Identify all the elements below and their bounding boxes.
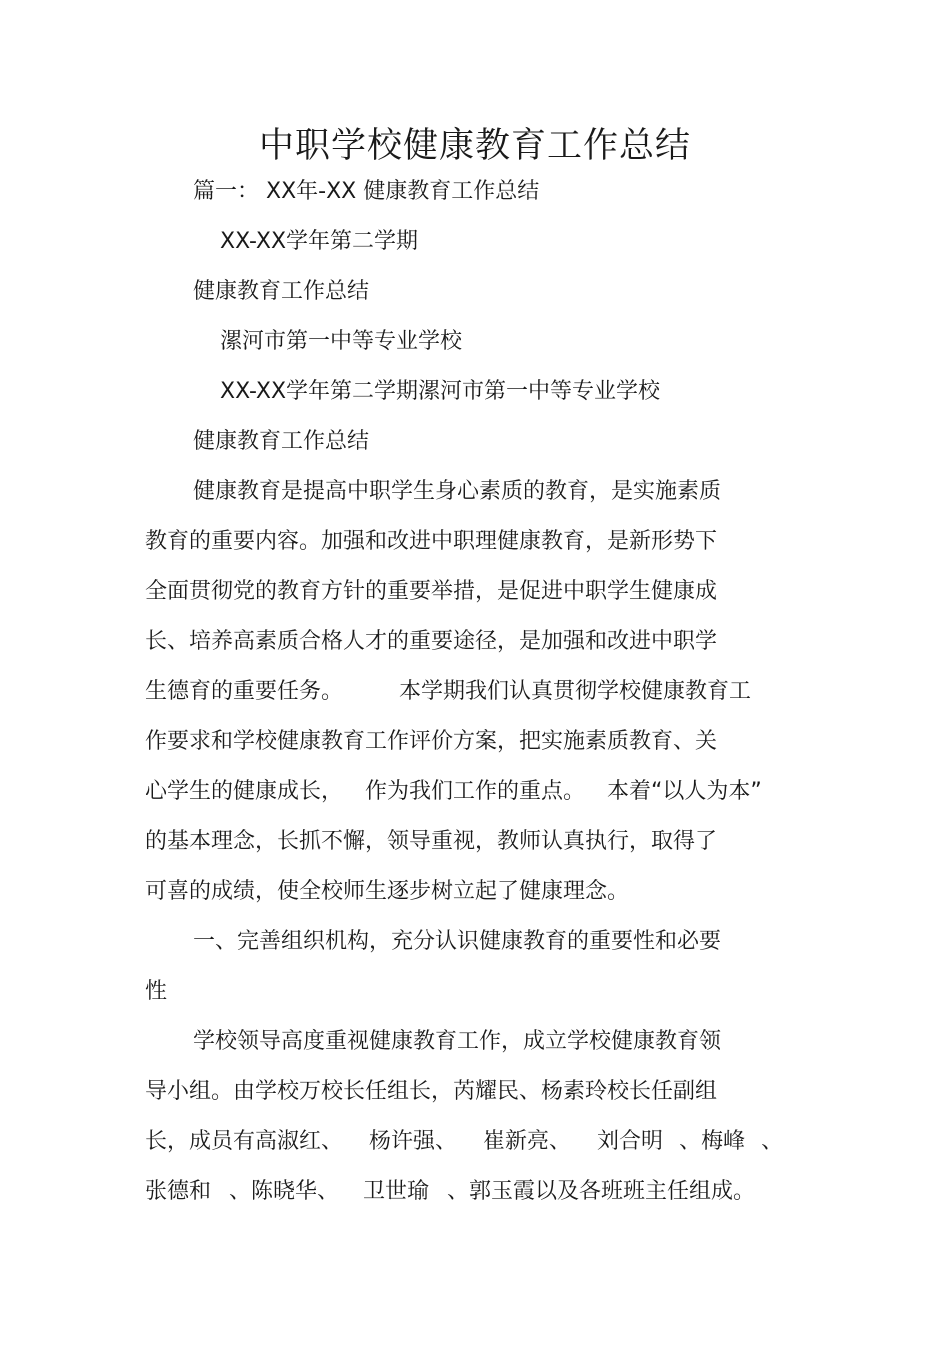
text-segment: 长，成员有高淑红、: [145, 1129, 344, 1154]
document-title: 中职学校健康教育工作总结: [258, 126, 691, 166]
paragraph-line: 长、培养高素质合格人才的重要途径，是加强和改进中职学: [145, 629, 718, 654]
text-segment: 、陈晓华、: [229, 1179, 340, 1204]
text-segment: 刘合明: [597, 1129, 664, 1154]
header-line-chapter: 篇一： XX年-XX 健康教育工作总结: [193, 179, 540, 204]
text-segment: 张德和: [145, 1179, 212, 1204]
paragraph-line: [145, 1177, 755, 1207]
text-segment: 、梅峰: [679, 1129, 746, 1154]
paragraph-line: 导小组。由学校万校长任组长，芮耀民、杨素玲校长任副组: [145, 1079, 718, 1104]
text-segment: 本着“以人为本”: [607, 779, 762, 804]
paragraph-line: 教育的重要内容。加强和改进中职理健康教育，是新形势下: [145, 529, 718, 554]
text-segment: 、: [761, 1129, 784, 1154]
text-segment: 心学生的健康成长，: [145, 779, 344, 804]
paragraph-line: 可喜的成绩，使全校师生逐步树立起了健康理念。: [145, 879, 630, 904]
header-line-summary-2: 健康教育工作总结: [193, 429, 370, 454]
paragraph-line: [145, 777, 762, 807]
header-line-semester-school: XX-XX学年第二学期漯河市第一中等专业学校: [220, 379, 661, 404]
header-line-school: 漯河市第一中等专业学校: [220, 329, 463, 354]
text-segment: 本学期我们认真贯彻学校健康教育工: [399, 679, 752, 704]
text-segment: 、郭玉霞以及各班班主任组成。: [447, 1179, 756, 1204]
paragraph-line: 学校领导高度重视健康教育工作，成立学校健康教育领: [193, 1029, 722, 1054]
text-segment: 作为我们工作的重点。: [365, 779, 586, 804]
paragraph-line: [145, 677, 751, 707]
section-heading: 一、完善组织机构，充分认识健康教育的重要性和必要: [193, 929, 722, 954]
header-line-semester: XX-XX学年第二学期: [220, 229, 419, 254]
section-heading-cont: 性: [145, 979, 168, 1004]
text-segment: 卫世瑜: [363, 1179, 430, 1204]
paragraph-line: 的基本理念，长抓不懈，领导重视，教师认真执行，取得了: [145, 829, 718, 854]
header-line-summary: 健康教育工作总结: [193, 279, 370, 304]
paragraph-line: 作要求和学校健康教育工作评价方案，把实施素质教育、关: [145, 729, 718, 754]
text-segment: 崔新亮、: [483, 1129, 572, 1154]
paragraph-line: [145, 1127, 783, 1157]
paragraph-line: 全面贯彻党的教育方针的重要举措，是促进中职学生健康成: [145, 579, 718, 604]
paragraph-line: 健康教育是提高中职学生身心素质的教育，是实施素质: [193, 479, 722, 504]
text-segment: 生德育的重要任务。: [145, 679, 344, 704]
text-segment: 杨许强、: [369, 1129, 458, 1154]
